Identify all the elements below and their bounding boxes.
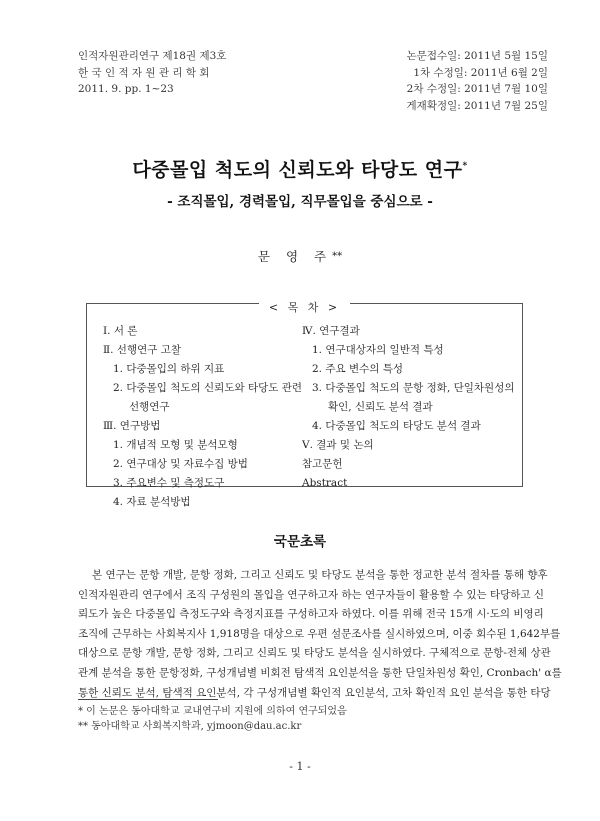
submission-dates (407, 48, 548, 114)
toc-item: 3. 주요변수 및 측정도구 (113, 477, 225, 489)
abstract-line: 본 연구는 문항 개발, 문항 정화, 그리고 신뢰도 및 타당도 분석을 통한 정교한 분석 절차를 통해 향후 (92, 569, 548, 581)
abstract-line: 통한 신뢰도 분석, 탐색적 요인분석, 각 구성개념별 확인적 요인분석, 고차 확인적 요인 분석을 통한 타당 (78, 686, 551, 699)
toc-item: Ⅴ. 결과 및 논의 (302, 439, 374, 451)
title-footnote-mark: * (462, 161, 468, 172)
table-of-contents (86, 301, 523, 508)
toc-item: 2. 주요 변수의 특성 (312, 363, 404, 375)
toc-left-column (103, 322, 302, 512)
abstract-line: 조직에 근무하는 사회복지사 1,918명을 대상으로 우편 설문조사를 실시하였으며, 이중 회수된 1,642부를 (78, 627, 561, 640)
journal-volume: 인적자원관리연구 제18권 제3호 (78, 50, 227, 62)
author-line (0, 247, 600, 265)
date-revision-2: 2차 수정일: 2011년 7월 10일 (406, 83, 548, 95)
abstract-title: 국문초록 (273, 534, 327, 550)
abstract-line: 관계 분석을 통한 문항정화, 구성개념별 비회전 탐색적 요인분석을 통한 단일차원성 확인, Cronbach' α를 (78, 666, 562, 679)
toc-item: 4. 자료 분석방법 (113, 496, 191, 508)
toc-item: Ⅰ. 서 론 (103, 325, 138, 337)
toc-item: 4. 다중몰입 척도의 타당도 분석 결과 (312, 420, 481, 432)
toc-item: Ⅱ. 선행연구 고찰 (103, 344, 182, 356)
toc-item: Ⅲ. 연구방법 (103, 420, 161, 432)
journal-pages: 2011. 9. pp. 1~23 (78, 83, 174, 95)
toc-item: 1. 개념적 모형 및 분석모형 (113, 439, 238, 451)
toc-item: 3. 다중몰입 척도의 문항 정화, 단일차원성의 (312, 382, 515, 394)
toc-right-column (302, 322, 514, 493)
toc-item: 1. 다중몰입의 하위 지표 (113, 363, 225, 375)
author-name: 문 영 주 (257, 249, 333, 264)
toc-item: Ⅳ. 연구결과 (302, 325, 360, 337)
abstract-body (78, 566, 562, 703)
toc-item: 2. 연구대상 및 자료수집 방법 (113, 458, 248, 470)
toc-item: 1. 연구대상자의 일반적 특성 (312, 344, 444, 356)
footnotes (78, 704, 347, 734)
toc-item: 2. 다중몰입 척도의 신뢰도와 타당도 관련 (113, 382, 302, 394)
date-accepted: 게재확정일: 2011년 7월 25일 (406, 99, 548, 112)
toc-item: Abstract (302, 477, 348, 489)
toc-item: 확인, 신뢰도 분석 결과 (328, 401, 433, 413)
toc-heading: < 목 차 > (259, 301, 350, 314)
abstract-line: 인적자원관리 연구에서 조직 구성원의 몰입을 연구하고자 하는 연구자들이 활용할 수 있는 타당하고 신 (78, 588, 545, 601)
footnote-affiliation: ** 동아대학교 사회복지학과, yjmoon@dau.ac.kr (78, 721, 302, 732)
journal-society: 한 국 인 적 자 원 관 리 학 회 (78, 66, 210, 79)
footnote-funding: * 이 논문은 동아대학교 교내연구비 지원에 의하여 연구되었음 (78, 706, 347, 717)
paper-title (0, 155, 600, 182)
paper-subtitle: - 조직몰입, 경력몰입, 직무몰입을 중심으로 - (167, 194, 433, 210)
date-revision-1: 1차 수정일: 2011년 6월 2일 (413, 66, 548, 79)
toc-item: 선행연구 (129, 401, 170, 413)
toc-heading-wrap (87, 296, 522, 315)
footnote-divider (78, 699, 218, 700)
abstract-line: 대상으로 문항 개발, 문항 정화, 그리고 신뢰도 및 타당도 분석을 실시하였다. 구체적으로 문항-전체 상관 (78, 647, 551, 660)
date-received: 논문접수일: 2011년 5월 15일 (406, 50, 548, 62)
page-number: - 1 - (289, 760, 311, 773)
author-footnote-mark: ** (332, 251, 343, 262)
toc-item: 참고문헌 (302, 458, 343, 470)
paper-title-text: 다중몰입 척도의 신뢰도와 타당도 연구 (132, 159, 463, 181)
journal-info (78, 48, 226, 98)
abstract-line: 뢰도가 높은 다중몰입 측정도구와 측정지표를 구성하고자 하였다. 이를 위해 전국 15개 시·도의 비영리 (78, 608, 544, 621)
